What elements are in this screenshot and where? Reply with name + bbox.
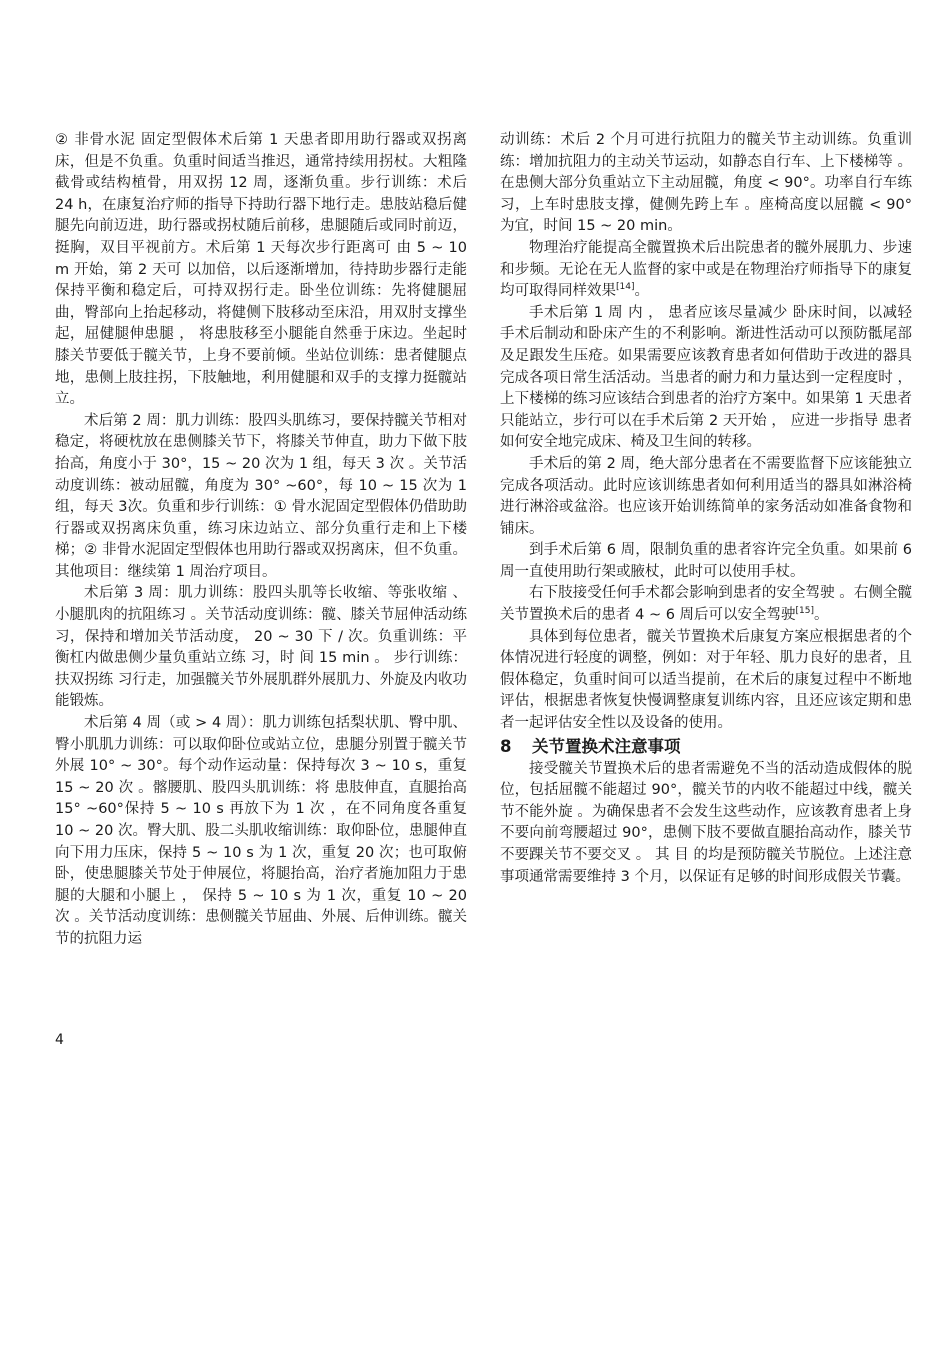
paragraph-resistance-training: 动训练：术后 2 个月可进行抗阻力的髋关节主动训练。负重训练：增加抗阻力的主动关节运动，如静态自行车、上下楼梯等 。在患侧大部分负重站立下主动屈髋，角度 < 90°。功率自行车练习，上车时患肢支撑，健侧先跨上车 。座椅高度以屈髋 < 90° 为宜，时间 15 ~ 20 min。 xyxy=(500,132,912,235)
paragraph-physical-therapy xyxy=(500,238,912,303)
paragraph-sixth-week: 到手术后第 6 周，限制负重的患者容许完全负重。如果前 6 周一直使用助行架或腋杖，此时可以使用手杖。 xyxy=(500,542,912,580)
paragraph-individual-plan: 具体到每位患者，髋关节置换术后康复方案应根据患者的个体情况进行轻度的调整，例如：对于年轻、肌力良好的患者，且假体稳定，负重时间可以适当提前，在术后的康复过程中不断地评估，根据患者恢复快慢调整康复训练内容，且还应该定期和患者一起评估安全性以及设备的使用。 xyxy=(500,628,912,732)
paragraph-precautions: 接受髋关节置换术后的患者需避免不当的活动造成假体的脱位，包括屈髋不能超过 90°，髋关节的内收不能超过中线，髋关节不能外旋 。为确保患者不会发生这些动作，应该教育患者上身不要向前弯腰超过 90°，患侧下肢不要做直腿抬高动作，膝关节不要踝关节不要交叉 。 其 目 的均是预防髋关节脱位。上述注意事项通常需要维持 3 个月，以保证有足够的时间形成假关节囊。 xyxy=(500,760,912,885)
paragraph-driving xyxy=(500,583,912,626)
paragraph-week4: 术后第 4 周（或 > 4 周）：肌力训练包括梨状肌、臀中肌、臀小肌肌力训练：可以取仰卧位或站立位，患腿分别置于髋关节外展 10° ~ 30°。每个动作运动量：保持每次 3 ~ 10 s，重复 15 ~ 20 次 。髂腰肌、股四头肌训练：将 患肢伸直，直腿抬高 15° ~60°保持 5 ~ 10 s 再放下为 1 次 ，在不同角度各重复 10 ~ 20 次。臀大肌、股二头肌收缩训练：取仰卧位，患腿伸直向下用力压床，保持 5 ~ 10 s 为 1 次，重复 20 次；也可取俯卧，使患腿膝关节处于伸展位，将腿抬高，治疗者施加阻力于患腿的大腿和小腿上 ， 保持 5 ~ 10 s 为 1 次，重复 10 ~ 20 次 。关节活动度训练：患侧髋关节屈曲、外展、后伸训练。髋关节的抗阻力运 xyxy=(55,715,467,947)
section-number: 8 xyxy=(500,736,512,756)
paragraph-end: 。 xyxy=(634,283,649,300)
citation-ref-14: [14] xyxy=(616,282,635,293)
section-title: 关节置换术注意事项 xyxy=(532,736,681,756)
paragraph-week1-non-cemented: ② 非骨水泥 固定型假体术后第 1 天患者即用助行器或双拐离床，但是不负重。负重时间适当推迟，通常持续用拐杖。大粗隆截骨或结构植骨，用双拐 12 周，逐渐负重。步行训练：术后 24 h，在康复治疗师的指导下持助行器下地行走。患肢站稳后健腿先向前迈进，助行器或拐杖随后前移，患腿随后或同时前迈，挺胸，双目平视前方。术后第 1 天每次步行距离可 由 5 ~ 10 m 开始，第 2 天可 以加倍，以后逐渐增加，待持助步器行走能保持平衡和稳定后，可持双拐行走。卧坐位训练：先将健腿屈曲，臀部向上抬起移动，将健侧下肢移动至床沿，用双肘支撑坐起，屈健腿伸患腿 ， 将患肢移至小腿能自然垂于床边。坐起时膝关节要低于髋关节，上身不要前倾。坐站位训练：患者健腿点地，患侧上肢拄拐，下肢触地，利用健腿和双手的支撑力挺髋站立。 xyxy=(55,132,467,408)
paragraph-first-week: 手术后第 1 周 内 ， 患者应该尽量减少 卧床时间，以减轻手术后制动和卧床产生的不利影响。渐进性活动可以预防骶尾部及足跟发生压疮。如果需要应该教育患者如何借助于改进的器具完成各项日常生活活动。当患者的耐力和力量达到一定程度时 ， 上下楼梯的练习应该结合到患者的治疗方案中。如果第 1 天患者只能站立，步行可以在手术后第 2 天开始 ， 应进一步指导 患者如何安全地完成床、椅及卫生间的转移。 xyxy=(500,304,912,451)
paragraph-end: 。 xyxy=(814,607,829,624)
left-column xyxy=(55,130,467,951)
citation-ref-15: [15] xyxy=(795,606,815,617)
right-column xyxy=(500,130,912,888)
paragraph-week2: 术后第 2 周：肌力训练：股四头肌练习，要保持髋关节相对稳定，将硬枕放在患侧膝关节下，将膝关节伸直，助力下做下肢抬高，角度小于 30°，15 ~ 20 次为 1 组，每天 3 次 。关节活动度训练：被动屈髋，角度为 30° ~60°，每 10 ~ 15 次为 1 组，每天 3次。负重和步行训练：① 骨水泥固定型假体仍借助助行器或双拐离床负重，练习床边站立、部分负重行走和上下楼梯；② 非骨水泥固定型假体也用助行器或双拐离床，但不负重。其他项目：继续第 1 周治疗项目。 xyxy=(55,412,467,580)
paragraph-text: 右下肢接受任何手术都会影响到患者的安全驾驶 。右侧全髋关节置换术后的患者 4 ~ 6 周后可以安全驾驶 xyxy=(500,585,912,624)
section-heading xyxy=(500,735,912,759)
paragraph-week3: 术后第 3 周：肌力训练：股四头肌等长收缩、等张收缩 、小腿肌肉的抗阻练习 。关节活动度训练：髋、膝关节屈伸活动练习，保持和增加关节活动度， 20 ~ 30 下 / 次。负重训练：平衡杠内做患侧少量负重站立练 习，时 间 15 min 。 步行训练：扶双拐练 习行走，加强髋关节外展肌群外展肌力、外旋及内收功能锻炼。 xyxy=(55,585,467,710)
paragraph-text: 物理治疗能提高全髋置换术后出院患者的髋外展肌力、步速和步频。无论在无人监督的家中或是在物理治疗师指导下的康复均可取得同样效果 xyxy=(500,239,912,300)
page-number: 4 xyxy=(55,1032,64,1048)
paragraph-second-week: 手术后的第 2 周，绝大部分患者在不需要监督下应该能独立完成各项活动。此时应该训练患者如何利用适当的器具如淋浴椅进行淋浴或盆浴。也应该开始训练简单的家务活动如准备食物和铺床。 xyxy=(500,455,912,537)
